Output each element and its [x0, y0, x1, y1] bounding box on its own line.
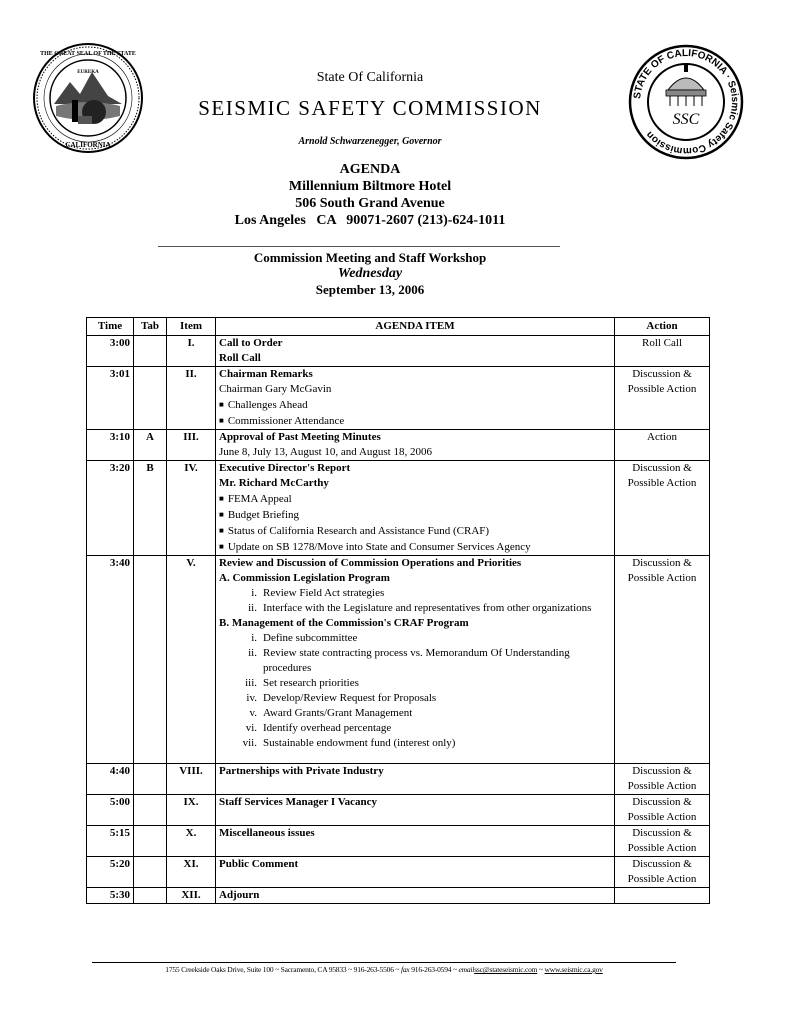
agenda-title: AGENDA [339, 162, 401, 177]
table-row [87, 461, 710, 556]
sub-item-text: Interface with the Legislature and representatives from other organizations [263, 602, 592, 614]
bullet-item: ■ FEMA Appeal [219, 491, 611, 507]
row-item: I. [167, 336, 216, 367]
sub-item [219, 586, 611, 601]
table-row [87, 336, 710, 367]
sub-item-number: ii. [248, 602, 257, 614]
row-action: Roll Call [615, 336, 710, 367]
row-agenda-item [216, 764, 615, 795]
section-b-title: B. Management of the Commission's CRAF Program [219, 617, 469, 629]
sub-item-number: iv. [246, 692, 257, 704]
table-row [87, 888, 710, 904]
sub-item-text: Award Grants/Grant Management [263, 707, 413, 719]
row-agenda-item [216, 461, 615, 556]
row-tab [134, 888, 167, 904]
sub-item [219, 736, 611, 751]
table-row [87, 430, 710, 461]
venue-city-phone: Los Angeles CA 90071-2607 (213)-624-1011 [234, 213, 506, 228]
row-time: 3:00 [87, 336, 134, 367]
row-tab [134, 857, 167, 888]
row-action: Discussion & Possible Action [615, 857, 710, 888]
row-item: IX. [167, 795, 216, 826]
row-tab [134, 764, 167, 795]
sub-item-text: Review Field Act strategies [263, 587, 385, 599]
sub-item-number: i. [251, 632, 257, 644]
meeting-info [140, 250, 600, 298]
sub-item [219, 646, 611, 676]
item-title: Chairman Remarks [219, 368, 313, 380]
bullet-item: ■ Status of California Research and Assistance Fund (CRAF) [219, 523, 611, 539]
sub-item-number: vi. [245, 722, 257, 734]
row-action: Discussion & Possible Action [615, 367, 710, 430]
table-row [87, 764, 710, 795]
footer-fax: 916-263-0594 ~ [409, 965, 459, 974]
svg-text:SSC: SSC [672, 111, 700, 128]
col-header-item: Item [167, 318, 216, 336]
meeting-title: Commission Meeting and Staff Workshop [253, 250, 487, 265]
bullet-item: ■ Commissioner Attendance [219, 413, 611, 429]
row-time: 5:00 [87, 795, 134, 826]
row-tab [134, 556, 167, 764]
row-action: Discussion & Possible Action [615, 826, 710, 857]
row-time: 3:10 [87, 430, 134, 461]
row-agenda-item [216, 430, 615, 461]
row-tab [134, 336, 167, 367]
sub-item [219, 601, 611, 616]
item-title: Public Comment [219, 858, 299, 870]
sub-item-number: vii. [242, 737, 257, 749]
row-agenda-item [216, 857, 615, 888]
venue-street: 506 South Grand Avenue [295, 196, 445, 211]
governor-name: Arnold Schwarzenegger, Governor [298, 136, 442, 147]
sub-item-number: i. [251, 587, 257, 599]
item-title: Approval of Past Meeting Minutes [219, 431, 381, 443]
svg-text:THE GREAT SEAL OF THE STATE: THE GREAT SEAL OF THE STATE [40, 51, 136, 57]
row-item: VIII. [167, 764, 216, 795]
row-agenda-item [216, 367, 615, 430]
item-detail: June 8, July 13, August 10, and August 18, 2006 [219, 446, 432, 458]
col-header-agenda-item: AGENDA ITEM [216, 318, 615, 336]
table-row [87, 826, 710, 857]
sub-item-text: Review state contracting process vs. Memorandum Of Understanding procedures [263, 647, 570, 674]
row-action: Discussion & Possible Action [615, 764, 710, 795]
sub-item-number: v. [249, 707, 257, 719]
footer-website-link[interactable]: www.seismic.ca.gov [544, 965, 603, 974]
sub-item [219, 721, 611, 736]
table-row [87, 556, 710, 764]
section-a-title: A. Commission Legislation Program [219, 572, 390, 584]
row-agenda-item [216, 795, 615, 826]
col-header-time: Time [87, 318, 134, 336]
footer-separator: ~ [537, 965, 545, 974]
row-tab [134, 795, 167, 826]
row-tab: A [134, 430, 167, 461]
row-item: XI. [167, 857, 216, 888]
row-item: IV. [167, 461, 216, 556]
row-tab: B [134, 461, 167, 556]
row-agenda-item [216, 888, 615, 904]
row-time: 4:40 [87, 764, 134, 795]
row-action: Discussion & Possible Action [615, 461, 710, 556]
item-title: Adjourn [219, 889, 260, 901]
row-agenda-item [216, 336, 615, 367]
col-header-action: Action [615, 318, 710, 336]
sub-item [219, 631, 611, 646]
row-time: 3:20 [87, 461, 134, 556]
table-row [87, 367, 710, 430]
footer-divider [92, 962, 676, 963]
row-action [615, 888, 710, 904]
row-time: 3:40 [87, 556, 134, 764]
row-item: V. [167, 556, 216, 764]
table-row [87, 857, 710, 888]
row-action: Discussion & Possible Action [615, 795, 710, 826]
sub-item-text: Identify overhead percentage [263, 722, 392, 734]
bullet-item: ■ Budget Briefing [219, 507, 611, 523]
item-presenter: Mr. Richard McCarthy [219, 477, 329, 489]
svg-text:STATE OF CALIFORNIA · Seismic: STATE OF CALIFORNIA · Seismic Safety Commission [632, 47, 741, 157]
bullet-item: ■ Update on SB 1278/Move into State and Consumer Services Agency [219, 539, 611, 555]
agenda-table [86, 317, 710, 904]
row-tab [134, 826, 167, 857]
row-time: 5:15 [87, 826, 134, 857]
header-divider [158, 246, 560, 247]
table-row [87, 795, 710, 826]
table-header-row [87, 318, 710, 336]
row-tab [134, 367, 167, 430]
svg-text:CALIFORNIA: CALIFORNIA [65, 141, 111, 149]
sub-item-number: ii. [248, 647, 257, 659]
col-header-tab: Tab [134, 318, 167, 336]
item-title: Executive Director's Report [219, 462, 351, 474]
row-item: X. [167, 826, 216, 857]
row-item: III. [167, 430, 216, 461]
row-agenda-item [216, 826, 615, 857]
sub-item [219, 691, 611, 706]
row-action: Discussion & Possible Action [615, 556, 710, 764]
row-item: II. [167, 367, 216, 430]
item-title: Review and Discussion of Commission Operations and Priorities [219, 557, 522, 569]
row-time: 3:01 [87, 367, 134, 430]
footer-address: 1755 Creekside Oaks Drive, Suite 100 ~ Sacramento, CA 95833 ~ 916-263-5506 ~ [165, 965, 401, 974]
venue-name: Millennium Biltmore Hotel [288, 179, 452, 194]
ssc-seal-logo [628, 44, 744, 160]
agenda-header [140, 161, 600, 229]
row-action: Action [615, 430, 710, 461]
bullet-item: ■ Challenges Ahead [219, 397, 611, 413]
item-title: Partnerships with Private Industry [219, 765, 384, 777]
row-agenda-item [216, 556, 615, 764]
sub-item-text: Define subcommittee [263, 632, 358, 644]
sub-item-text: Set research priorities [263, 677, 359, 689]
sub-item-text: Sustainable endowment fund (interest only) [263, 737, 456, 749]
row-time: 5:20 [87, 857, 134, 888]
footer [92, 965, 676, 974]
footer-email-label: email [458, 965, 475, 974]
svg-text:EUREKA: EUREKA [77, 70, 99, 75]
item-subtitle: Roll Call [219, 352, 261, 364]
footer-fax-label: fax [400, 965, 410, 974]
state-name: State Of California [316, 70, 424, 85]
sub-item-number: iii. [245, 677, 257, 689]
meeting-day: Wednesday [337, 266, 403, 281]
sub-item [219, 706, 611, 721]
sub-item [219, 676, 611, 691]
item-title: Miscellaneous issues [219, 827, 315, 839]
item-title: Staff Services Manager I Vacancy [219, 796, 378, 808]
commission-name: SEISMIC SAFETY COMMISSION [198, 96, 542, 120]
meeting-date: September 13, 2006 [315, 282, 425, 297]
item-title: Call to Order [219, 337, 283, 349]
row-item: XII. [167, 888, 216, 904]
sub-item-text: Develop/Review Request for Proposals [263, 692, 437, 704]
item-presenter: Chairman Gary McGavin [219, 383, 332, 395]
footer-email-link[interactable]: ssc@stateseismic.com [474, 965, 538, 974]
great-seal-of-california-logo [32, 42, 144, 154]
row-time: 5:30 [87, 888, 134, 904]
